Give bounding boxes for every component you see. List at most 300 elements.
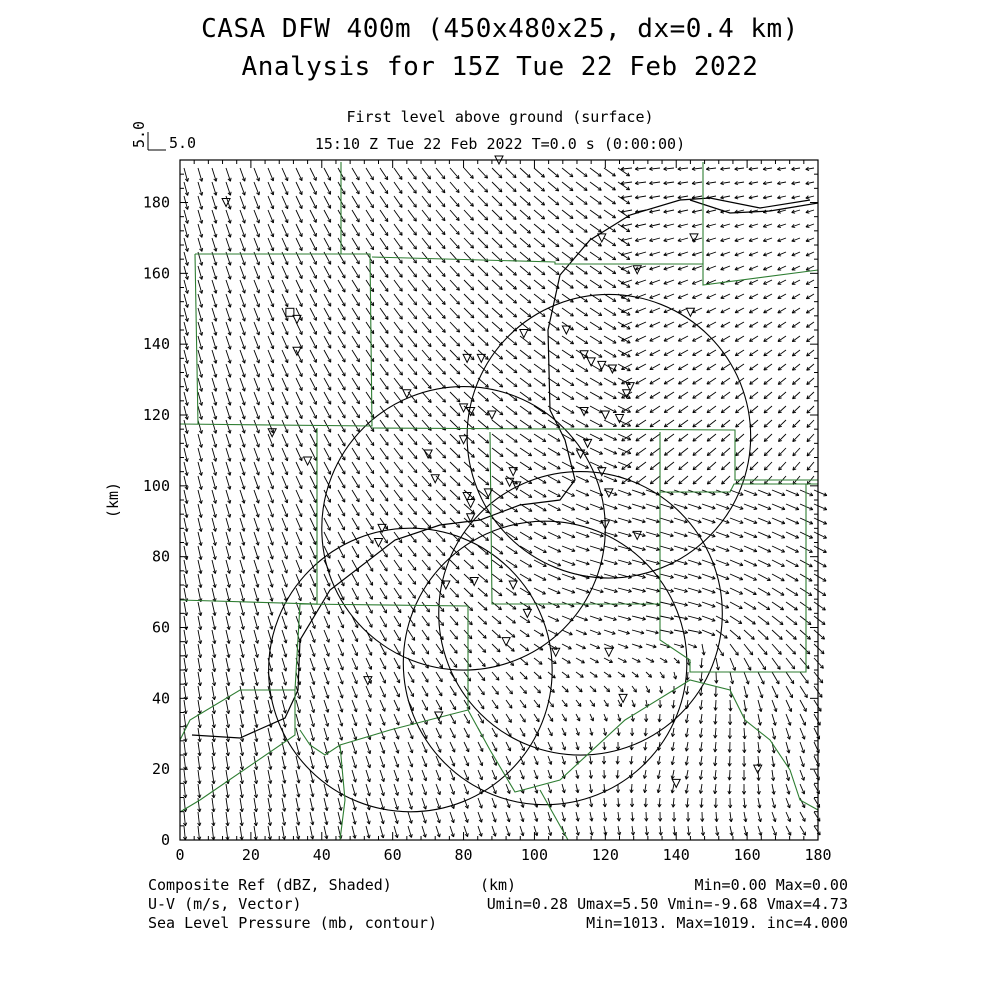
wind-vector xyxy=(422,238,431,249)
wind-vector xyxy=(492,728,497,737)
wind-vector xyxy=(604,504,617,509)
wind-vector xyxy=(618,490,631,495)
wind-vector xyxy=(268,238,274,251)
wind-vector xyxy=(590,630,601,635)
wind-vector xyxy=(520,434,532,442)
wind-vector xyxy=(604,686,610,692)
wind-vector xyxy=(714,728,717,738)
wind-vector xyxy=(562,364,574,372)
wind-vector xyxy=(692,224,702,227)
wind-vector xyxy=(702,504,715,509)
wind-vector xyxy=(714,742,717,752)
wind-vector xyxy=(478,630,486,638)
wind-vector xyxy=(520,420,531,428)
wind-vector xyxy=(772,518,785,524)
wind-vector xyxy=(548,728,552,736)
wind-vector xyxy=(352,294,359,306)
wind-vector xyxy=(692,280,702,284)
wind-vector xyxy=(296,406,302,419)
wind-vector xyxy=(268,392,274,405)
wind-vector xyxy=(184,518,188,532)
wind-vector xyxy=(699,770,702,780)
wind-vector xyxy=(226,434,231,447)
wind-vector xyxy=(764,364,772,370)
wind-vector xyxy=(604,336,616,343)
wind-vector xyxy=(268,350,274,363)
wind-vector xyxy=(800,686,807,698)
wind-vector xyxy=(450,630,458,639)
wind-vector xyxy=(604,658,613,663)
wind-vector xyxy=(324,812,328,825)
wind-vector xyxy=(338,448,345,460)
wind-vector xyxy=(632,518,645,523)
wind-vector xyxy=(678,392,688,398)
wind-vector xyxy=(352,378,359,390)
wind-vector xyxy=(296,378,302,391)
wind-vector xyxy=(604,252,616,260)
wind-vector xyxy=(777,196,786,199)
wind-vector xyxy=(254,378,259,391)
wind-vector xyxy=(758,602,770,610)
wind-vector xyxy=(296,826,300,839)
wind-vector xyxy=(685,742,688,751)
wind-vector xyxy=(621,308,632,313)
wind-vector xyxy=(422,714,427,725)
wind-vector xyxy=(618,504,631,509)
wind-vector xyxy=(352,644,358,656)
wind-vector xyxy=(352,742,357,754)
wind-vector xyxy=(792,308,800,313)
wind-vector xyxy=(602,756,605,764)
wind-vector xyxy=(282,308,288,321)
wind-vector xyxy=(254,560,259,573)
wind-vector xyxy=(450,210,459,221)
wind-vector xyxy=(659,826,662,835)
wind-vector xyxy=(296,784,300,797)
wind-vector xyxy=(380,700,385,711)
wind-vector xyxy=(352,700,357,712)
wind-vector xyxy=(806,181,814,184)
wind-vector xyxy=(212,518,216,532)
wind-vector xyxy=(777,167,786,170)
wind-vector xyxy=(777,224,786,227)
wind-vector xyxy=(635,252,646,256)
wind-vector xyxy=(478,210,488,220)
wind-vector xyxy=(478,700,484,709)
wind-vector xyxy=(534,322,545,330)
wind-vector xyxy=(324,322,331,334)
wind-vector xyxy=(660,658,667,662)
wind-vector xyxy=(338,336,345,348)
wind-vector xyxy=(338,644,343,656)
wind-vector xyxy=(296,210,302,223)
wind-vector xyxy=(436,168,445,179)
wind-vector xyxy=(296,560,302,573)
wind-vector xyxy=(296,812,300,825)
wind-vector xyxy=(692,181,702,184)
wind-vector xyxy=(212,588,216,602)
wind-vector xyxy=(742,770,745,780)
wind-vector xyxy=(649,181,660,184)
wind-vector xyxy=(296,728,300,741)
wind-vector xyxy=(310,168,316,181)
wind-vector xyxy=(814,560,826,567)
wind-vector xyxy=(576,322,588,330)
wind-vector xyxy=(793,448,800,456)
wind-vector xyxy=(254,672,258,686)
wind-vector xyxy=(693,378,702,384)
wind-vector xyxy=(786,784,790,794)
wind-vector xyxy=(226,602,230,616)
wind-vector xyxy=(686,798,689,807)
wind-vector xyxy=(674,532,687,537)
wind-vector xyxy=(721,224,730,227)
wind-vector xyxy=(492,616,501,624)
wind-vector xyxy=(660,672,664,678)
wind-vector xyxy=(478,196,488,206)
wind-vector xyxy=(352,490,359,502)
wind-vector xyxy=(408,434,417,445)
wind-vector xyxy=(436,280,445,291)
wind-vector xyxy=(296,420,302,433)
wind-vector xyxy=(478,826,482,836)
wind-vector xyxy=(226,336,231,349)
wind-vector xyxy=(366,490,374,502)
y-tick-label: 40 xyxy=(151,689,170,708)
wind-vector xyxy=(721,364,730,370)
wind-vector xyxy=(380,658,386,669)
wind-vector xyxy=(621,336,632,341)
wind-vector xyxy=(282,210,288,223)
wind-vector xyxy=(380,392,388,403)
wind-vector xyxy=(506,280,516,289)
wind-vector xyxy=(450,644,457,653)
wind-vector xyxy=(324,406,331,418)
wind-vector xyxy=(730,518,743,523)
wind-vector xyxy=(650,238,660,242)
wind-vector xyxy=(226,826,229,840)
wind-vector xyxy=(184,308,188,322)
wind-vector xyxy=(282,798,286,811)
wind-vector xyxy=(688,602,701,607)
wind-vector xyxy=(324,168,331,180)
wind-vector xyxy=(660,532,673,537)
wind-vector xyxy=(310,672,315,685)
wind-vector xyxy=(254,518,259,531)
wind-vector xyxy=(701,826,704,836)
wind-vector xyxy=(492,322,502,331)
wind-vector xyxy=(506,406,517,415)
wind-vector xyxy=(646,630,658,634)
wind-vector xyxy=(806,238,814,242)
wind-vector xyxy=(492,812,496,822)
wind-vector xyxy=(310,742,314,755)
wind-vector xyxy=(492,532,503,540)
wind-vector xyxy=(714,686,717,697)
wind-vector xyxy=(750,350,758,356)
wind-vector xyxy=(735,294,744,299)
wind-vector xyxy=(506,378,517,387)
wind-vector xyxy=(604,168,615,176)
wind-vector xyxy=(744,686,748,698)
wind-vector xyxy=(212,364,217,377)
wind-vector xyxy=(240,336,245,349)
wind-vector xyxy=(604,546,617,551)
wind-vector xyxy=(380,518,388,529)
wind-vector xyxy=(576,728,579,735)
wind-vector xyxy=(408,280,417,291)
wind-vector xyxy=(254,490,259,503)
wind-vector xyxy=(492,168,502,178)
wind-vector xyxy=(590,448,603,454)
wind-vector xyxy=(506,714,511,723)
wind-vector xyxy=(296,588,301,601)
wind-vector xyxy=(548,210,559,219)
wind-vector xyxy=(380,728,385,739)
wind-vector xyxy=(450,266,459,276)
wind-vector xyxy=(506,742,511,751)
wind-vector xyxy=(450,364,460,374)
wind-vector xyxy=(268,700,272,713)
wind-vector xyxy=(678,350,688,355)
wind-vector xyxy=(464,756,469,766)
wind-vector xyxy=(772,672,779,684)
wind-vector xyxy=(715,826,718,836)
wind-vector xyxy=(646,504,659,509)
wind-vector xyxy=(184,280,188,294)
wind-vector xyxy=(450,602,458,611)
wind-vector xyxy=(604,448,617,454)
wind-vector xyxy=(721,252,730,256)
wind-vector xyxy=(310,714,315,727)
wind-vector xyxy=(422,658,428,668)
wind-vector xyxy=(646,588,660,592)
wind-vector xyxy=(772,658,780,669)
wind-vector xyxy=(632,644,642,648)
plot-title-line2: Analysis for 15Z Tue 22 Feb 2022 xyxy=(241,52,759,82)
wind-vector xyxy=(282,700,286,713)
wind-vector xyxy=(772,700,777,712)
wind-vector xyxy=(254,546,259,559)
wind-vector xyxy=(226,490,231,503)
wind-vector xyxy=(814,658,823,668)
wind-vector xyxy=(644,742,647,750)
wind-vector xyxy=(380,210,388,222)
wind-vector xyxy=(562,574,575,579)
wind-vector xyxy=(735,238,744,242)
wind-vector xyxy=(282,784,286,797)
county-border xyxy=(540,790,568,840)
wind-vector xyxy=(240,504,245,517)
wind-vector xyxy=(576,504,589,510)
wind-vector xyxy=(679,434,688,441)
wind-vector xyxy=(693,476,702,484)
wind-vector xyxy=(590,616,602,621)
wind-vector xyxy=(254,280,260,293)
wind-vector xyxy=(792,336,800,342)
wind-vector xyxy=(702,490,715,495)
wind-vector xyxy=(604,308,616,315)
wind-vector xyxy=(576,700,581,706)
wind-vector xyxy=(408,686,414,697)
wind-vector xyxy=(352,546,359,558)
wind-vector xyxy=(450,168,459,179)
wind-vector xyxy=(240,742,244,756)
wind-vector xyxy=(366,336,374,348)
station-marker xyxy=(509,581,517,589)
wind-vector xyxy=(198,210,203,223)
wind-vector xyxy=(664,196,674,199)
wind-vector xyxy=(693,392,702,398)
wind-vector xyxy=(324,728,329,741)
wind-vector xyxy=(464,210,473,220)
wind-vector xyxy=(674,602,688,606)
wind-vector xyxy=(534,700,540,707)
wind-vector xyxy=(604,238,616,246)
wind-vector xyxy=(630,784,633,793)
wind-vector xyxy=(268,532,273,545)
wind-vector xyxy=(562,350,574,358)
wind-vector xyxy=(296,532,302,545)
wind-vector xyxy=(736,462,744,470)
wind-vector xyxy=(806,167,814,170)
wind-vector xyxy=(814,826,820,835)
wind-vector xyxy=(721,336,730,341)
wind-vector xyxy=(324,448,331,460)
wind-vector xyxy=(408,406,417,417)
wind-vector xyxy=(450,406,460,416)
wind-vector xyxy=(777,181,786,184)
wind-vector xyxy=(254,392,259,405)
wind-vector xyxy=(492,490,503,498)
wind-vector xyxy=(576,630,587,635)
wind-vector xyxy=(576,392,588,399)
wind-vector xyxy=(730,658,736,670)
wind-vector xyxy=(735,392,744,399)
wind-vector xyxy=(618,686,623,692)
wind-vector xyxy=(394,406,403,417)
wind-vector xyxy=(394,826,398,838)
wind-vector xyxy=(394,350,402,361)
wind-vector xyxy=(576,378,588,385)
wind-vector xyxy=(807,350,814,356)
wind-vector xyxy=(268,616,273,629)
wind-vector xyxy=(338,532,344,544)
wind-vector xyxy=(352,686,357,698)
wind-vector xyxy=(268,728,272,741)
wind-vector xyxy=(576,812,579,821)
wind-vector xyxy=(492,588,502,596)
wind-vector xyxy=(692,210,702,213)
wind-vector xyxy=(422,686,428,696)
wind-vector xyxy=(701,812,704,822)
wind-vector xyxy=(296,364,302,377)
wind-vector xyxy=(636,434,646,441)
wind-vector xyxy=(562,728,566,736)
wind-vector xyxy=(590,210,601,218)
wind-vector xyxy=(744,644,753,655)
wind-vector xyxy=(436,266,445,277)
wind-vector xyxy=(735,308,744,313)
wind-vector xyxy=(324,238,331,250)
wind-vector xyxy=(706,252,716,256)
wind-vector xyxy=(240,756,244,770)
wind-vector xyxy=(212,672,216,686)
wind-vector xyxy=(728,784,731,794)
wind-vector xyxy=(394,420,403,431)
wind-vector xyxy=(736,406,744,413)
wind-vector xyxy=(366,686,371,698)
wind-vector xyxy=(548,294,559,302)
wind-vector xyxy=(548,462,560,469)
wind-vector xyxy=(792,238,800,242)
wind-vector xyxy=(674,658,679,663)
wind-vector xyxy=(604,630,615,634)
wind-vector xyxy=(688,560,701,565)
wind-vector xyxy=(616,742,619,750)
wind-vector xyxy=(394,546,402,557)
wind-vector xyxy=(212,756,215,770)
wind-vector xyxy=(352,238,359,250)
wind-vector xyxy=(240,784,243,798)
wind-vector xyxy=(806,266,814,270)
wind-vector xyxy=(635,181,646,184)
wind-vector xyxy=(707,434,716,441)
wind-vector xyxy=(604,350,616,357)
wind-vector xyxy=(506,434,517,442)
wind-vector xyxy=(506,448,517,456)
wind-vector xyxy=(478,770,483,780)
wind-vector xyxy=(268,280,274,293)
wind-vector xyxy=(226,644,230,658)
wind-vector xyxy=(520,196,530,205)
wind-vector xyxy=(576,210,587,218)
wind-vector xyxy=(772,686,778,698)
wind-vector xyxy=(198,392,203,405)
wind-vector xyxy=(534,504,546,511)
wind-vector xyxy=(310,490,316,503)
wind-vector xyxy=(735,224,744,227)
wind-vector xyxy=(730,826,733,836)
wind-vector xyxy=(240,420,245,433)
wind-vector xyxy=(450,434,460,444)
wind-vector xyxy=(632,504,645,509)
wind-vector xyxy=(226,476,231,489)
wind-vector xyxy=(714,714,717,724)
wind-vector xyxy=(268,826,272,840)
wind-vector xyxy=(226,714,230,728)
wind-vector xyxy=(464,812,468,823)
wind-vector xyxy=(807,378,814,385)
wind-vector xyxy=(672,798,675,807)
wind-vector xyxy=(548,574,561,580)
wind-vector xyxy=(534,714,539,722)
wind-vector xyxy=(226,798,229,812)
wind-vector xyxy=(646,560,660,565)
wind-vector xyxy=(240,182,245,195)
county-border xyxy=(195,254,198,424)
wind-vector xyxy=(422,350,431,361)
wind-vector xyxy=(699,728,702,738)
wind-vector xyxy=(492,294,502,303)
wind-vector xyxy=(492,644,500,652)
wind-vector xyxy=(310,588,316,601)
wind-vector xyxy=(506,168,516,178)
wind-vector xyxy=(618,406,631,412)
wind-vector xyxy=(464,224,474,234)
wind-vector xyxy=(616,756,619,764)
wind-vector xyxy=(310,784,314,797)
